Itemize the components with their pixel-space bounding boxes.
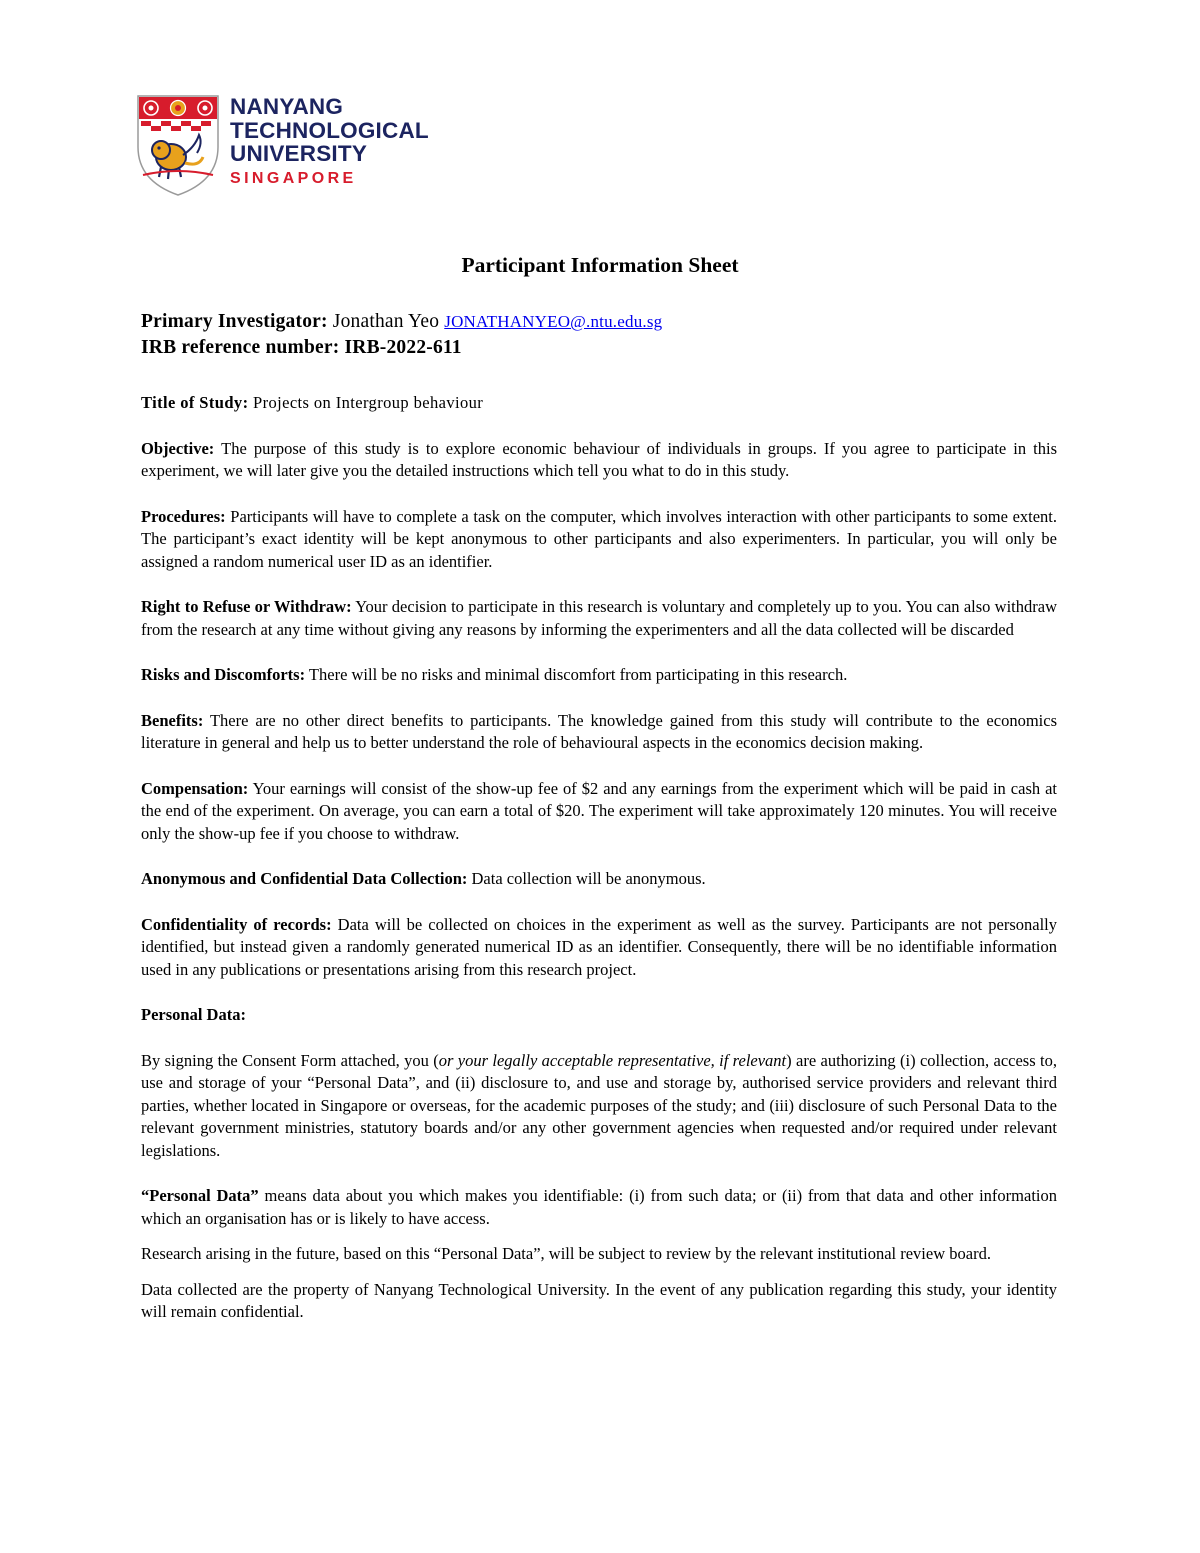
section-title-of-study xyxy=(141,392,1057,415)
section-text: Projects on Intergroup behaviour xyxy=(253,393,484,412)
logo-line-3: UNIVERSITY xyxy=(230,141,368,166)
section-objective xyxy=(141,438,1057,483)
section-text: Your decision to participate in this research is voluntary and completely up to you. You can also withdraw from the research at any time without giving any reasons by informing the experimenters and all the data collected will be discarded xyxy=(141,597,1058,639)
section-label: Personal Data: xyxy=(141,1005,246,1024)
logo-line-4: SINGAPORE xyxy=(230,169,357,187)
paragraph-text: means data about you which makes you identifiable: (i) from such data; or (ii) from that data and other information which an organisation has or is likely to have access. xyxy=(141,1186,1057,1228)
section-label: Right to Refuse or Withdraw: xyxy=(141,597,352,616)
ntu-logo xyxy=(137,95,437,199)
irb-value: IRB-2022-611 xyxy=(344,337,462,358)
section-label: Anonymous and Confidential Data Collection: xyxy=(141,869,468,888)
ntu-wordmark xyxy=(230,95,429,190)
section-label: Procedures: xyxy=(141,506,226,526)
section-text: The purpose of this study is to explore economic behaviour of individuals in groups. If you agree to participate in this experiment, we will later give you the detailed instructions which tell you what to do in this study. xyxy=(141,438,1058,480)
document-body xyxy=(141,392,1057,1337)
logo-line-2: TECHNOLOGICAL xyxy=(230,117,429,143)
logo-line-1: NANYANG xyxy=(230,94,344,119)
irb-label: IRB reference number: xyxy=(141,337,340,358)
pi-email-link[interactable]: JONATHANYEO@.ntu.edu.sg xyxy=(444,312,663,331)
section-compensation xyxy=(141,778,1057,846)
pi-label: Primary Investigator: xyxy=(141,311,328,332)
personal-data-paragraph-2 xyxy=(141,1185,1057,1230)
section-risks xyxy=(141,664,1057,687)
pi-name: Jonathan Yeo xyxy=(332,311,440,332)
paragraph-bold: “Personal Data” xyxy=(141,1186,259,1205)
page-title: Participant Information Sheet xyxy=(461,253,739,277)
investigator-block xyxy=(141,309,662,361)
section-text: Data will be collected on choices in the experiment as well as the survey. Participants are not personally identified, but instead given a randomly generated numerical ID as an identifier. Consequently, there will be no identifiable information used in any publications or presentations arising from this research project. xyxy=(141,914,1057,979)
irb-line xyxy=(141,335,662,361)
paragraph-text: ) are authorizing (i) collection, access to, use and storage of your “Personal Data”, and (ii) disclosure to, and use and storage by, authorised service providers and relevant third parties, whether located in Singapore or overseas, for the academic purposes of the study; and (iii) disclosure of such Personal Data to the relevant government ministries, statutory boards and/or any other government agencies when requested and/or required under relevant legislations. xyxy=(141,1050,1057,1160)
section-label: Confidentiality of records: xyxy=(141,914,332,934)
section-label: Risks and Discomforts: xyxy=(141,665,306,684)
section-confidentiality xyxy=(141,914,1057,982)
personal-data-paragraph-3: Research arising in the future, based on this “Personal Data”, will be subject to review by the relevant institutional review board. xyxy=(141,1244,991,1263)
pi-line xyxy=(141,309,662,335)
ntu-crest-icon xyxy=(137,95,219,196)
section-procedures xyxy=(141,506,1057,574)
section-label: Objective: xyxy=(141,438,215,458)
personal-data-paragraph-4: Data collected are the property of Nanyang Technological University. In the event of any publication regarding this study, your identity will remain confidential. xyxy=(141,1279,1057,1321)
section-text: There will be no risks and minimal discomfort from participating in this research. xyxy=(308,665,848,684)
section-label: Title of Study: xyxy=(141,393,249,412)
section-label: Compensation: xyxy=(141,778,249,798)
section-anonymous xyxy=(141,868,1057,891)
section-text: Your earnings will consist of the show-up fee of $2 and any earnings from the experiment which will be paid in cash at the end of the experiment. On average, you can earn a total of $20. The experiment will take approximately 120 minutes. You will receive only the show-up fee if you choose to withdraw. xyxy=(141,778,1057,843)
section-right-to-refuse xyxy=(141,596,1057,641)
personal-data-paragraph-1 xyxy=(141,1050,1057,1163)
section-text: There are no other direct benefits to participants. The knowledge gained from this study will contribute to the economics literature in general and help us to better understand the role of behavioural aspects in the economics decision making. xyxy=(141,710,1057,752)
section-label: Benefits: xyxy=(141,710,204,730)
paragraph-text: By signing the Consent Form attached, you ( xyxy=(141,1050,439,1070)
paragraph-italic: or your legally acceptable representative, if relevant xyxy=(438,1050,787,1070)
section-personal-data-heading xyxy=(141,1004,1057,1027)
section-text: Participants will have to complete a task on the computer, which involves interaction with other participants to some extent. The participant’s exact identity will be kept anonymous to other participants and also experimenters. In particular, you will only be assigned a random numerical user ID as an identifier. xyxy=(141,506,1058,571)
section-benefits xyxy=(141,710,1057,755)
section-text: Data collection will be anonymous. xyxy=(471,869,706,888)
